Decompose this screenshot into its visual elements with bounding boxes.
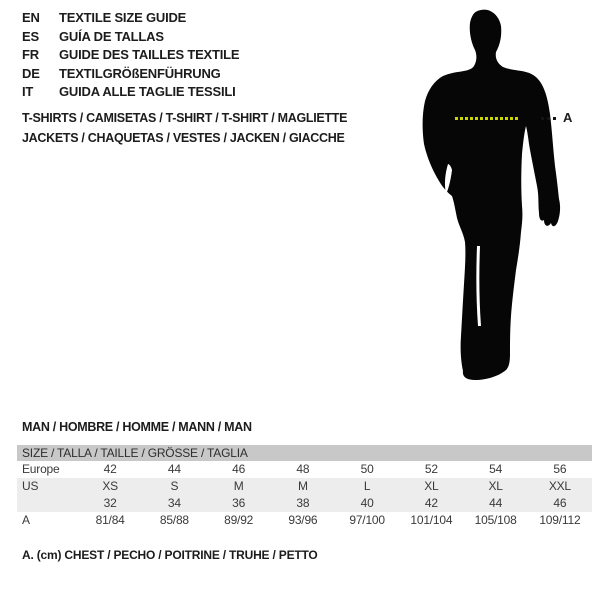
- table-cell: 50: [360, 462, 374, 476]
- table-cell: 93/96: [288, 513, 318, 527]
- chest-footnote: A. (cm) CHEST / PECHO / POITRINE / TRUHE / PETTO: [22, 548, 318, 562]
- table-cell: XL: [424, 479, 439, 493]
- category-jackets: JACKETS / CHAQUETAS / VESTES / JACKEN / GIACCHE: [22, 130, 345, 145]
- table-cell: M: [233, 479, 244, 493]
- chest-measure-line-on-body: [455, 117, 518, 120]
- table-cell: 44: [167, 462, 181, 476]
- table-cell: 40: [360, 496, 374, 510]
- language-row: [22, 83, 239, 102]
- table-cell: 32: [103, 496, 117, 510]
- table-cell: 44: [489, 496, 503, 510]
- table-cell: 56: [553, 462, 567, 476]
- table-cell: 54: [489, 462, 503, 476]
- language-label: GUIDE DES TAILLES TEXTILE: [59, 47, 240, 63]
- measure-label-a: A: [563, 110, 573, 125]
- table-cell: 105/108: [474, 513, 517, 527]
- table-cell: 42: [424, 496, 438, 510]
- table-cell: L: [363, 479, 371, 493]
- language-code: FR: [22, 47, 39, 63]
- section-title-man: MAN / HOMBRE / HOMME / MANN / MAN: [22, 420, 252, 434]
- table-cell: M: [297, 479, 308, 493]
- chest-measure-line-callout: [541, 117, 558, 120]
- man-silhouette-svg: [415, 6, 565, 386]
- size-table: [17, 445, 592, 529]
- row-label: US: [22, 479, 39, 493]
- table-cell: 81/84: [95, 513, 125, 527]
- language-row: [22, 65, 239, 84]
- table-row-numeric: [17, 495, 592, 512]
- table-cell: 34: [167, 496, 181, 510]
- size-table-header: SIZE / TALLA / TAILLE / GRÖSSE / TAGLIA: [17, 445, 592, 461]
- table-cell: 38: [296, 496, 310, 510]
- table-cell: 89/92: [224, 513, 254, 527]
- table-row-europe: [17, 461, 592, 478]
- language-label: TEXTILE SIZE GUIDE: [59, 10, 187, 25]
- table-cell: 36: [232, 496, 246, 510]
- table-cell: S: [170, 479, 179, 493]
- category-tshirts: T-SHIRTS / CAMISETAS / T-SHIRT / T-SHIRT / MAGLIETTE: [22, 111, 348, 125]
- row-label: A: [22, 513, 30, 527]
- table-cell: 109/112: [539, 513, 581, 527]
- table-cell: XS: [102, 479, 118, 493]
- language-row: [22, 9, 239, 28]
- language-label: GUIDA ALLE TAGLIE TESSILI: [59, 84, 236, 100]
- language-label: GUÍA DE TALLAS: [59, 28, 164, 44]
- table-cell: 46: [553, 496, 567, 510]
- row-label: Europe: [22, 462, 60, 476]
- table-cell: 97/100: [349, 513, 385, 527]
- row-label: [17, 495, 78, 512]
- language-code: EN: [22, 10, 40, 25]
- language-list: [22, 9, 239, 102]
- table-cell: 101/104: [410, 513, 453, 527]
- language-row: [22, 28, 239, 47]
- garment-categories: [22, 109, 347, 148]
- table-cell: 42: [103, 462, 117, 476]
- table-cell: 85/88: [159, 513, 189, 527]
- language-code: IT: [22, 84, 34, 100]
- table-row-us: [17, 478, 592, 495]
- table-cell: XXL: [548, 479, 571, 493]
- man-silhouette: [415, 6, 565, 386]
- table-row-chest-a: [17, 512, 592, 529]
- table-cell: 46: [232, 462, 246, 476]
- language-label: TEXTILGRÖßENFÜHRUNG: [59, 65, 221, 81]
- table-cell: 48: [296, 462, 310, 476]
- table-cell: 52: [424, 462, 438, 476]
- language-code: DE: [22, 65, 40, 81]
- language-row: [22, 46, 239, 65]
- language-code: ES: [22, 28, 39, 44]
- table-cell: XL: [488, 479, 503, 493]
